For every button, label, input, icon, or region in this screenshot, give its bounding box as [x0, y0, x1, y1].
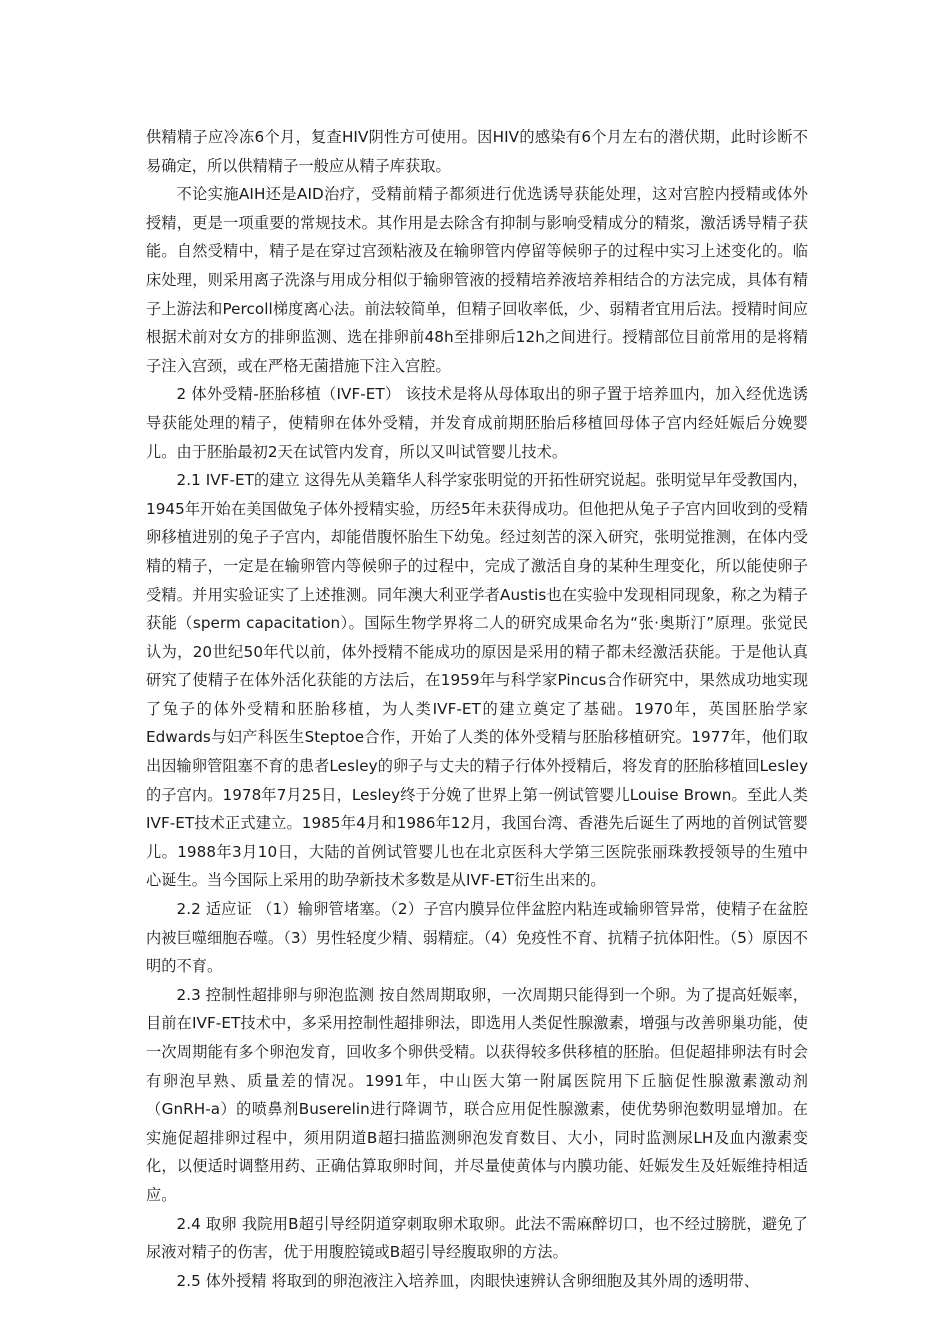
paragraph-8: 2.5 体外授精 将取到的卵泡液注入培养皿，肉眼快速辨认含卵细胞及其外周的透明带、 — [176, 1271, 760, 1290]
paragraph-5: 2.2 适应证 （1）输卵管堵塞。（2）子宫内膜异位伴盆腔内粘连或输卵管异常，使精子在盆腔内被巨噬细胞吞噬。（3）男性轻度少精、弱精症。（4）免疫性不育、抗精子抗体阳性。（5）原因不明的不育。 — [146, 900, 808, 976]
paragraph-7: 2.4 取卵 我院用B超引导经阴道穿刺取卵术取卵。此法不需麻醉切口，也不经过膀胱，避免了尿液对精子的伤害，优于用腹腔镜或B超引导经腹取卵的方法。 — [146, 1214, 808, 1262]
paragraph-6: 2.3 控制性超排卵与卵泡监测 按自然周期取卵，一次周期只能得到一个卵。为了提高妊娠率，目前在IVF-ET技术中，多采用控制性超排卵法，即选用人类促性腺激素，增强与改善卵巢功能，使一次周期能有多个卵泡发育，回收多个卵供受精。以获得较多供移植的胚胎。但促超排卵法有时会有卵泡早熟、质量差的情况。1991年，中山医大第一附属医院用下丘脑促性腺激素激动剂（GnRH-a）的喷鼻剂Buserelin进行降调节，联合应用促性腺激素，使优势卵泡数明显增加。在实施促超排卵过程中，须用阴道B超扫描监测卵泡发育数目、大小，同时监测尿LH及血内激素变化，以便适时调整用药、正确估算取卵时间，并尽量使黄体与内膜功能、妊娠发生及妊娠维持相适应。 — [146, 985, 808, 1204]
paragraph-2: 不论实施AIH还是AID治疗，受精前精子都须进行优选诱导获能处理，这对宫腔内授精或体外授精，更是一项重要的常规技术。其作用是去除含有抑制与影响受精成分的精浆，激活诱导精子获能。自然受精中，精子是在穿过宫颈粘液及在输卵管内停留等候卵子的过程中实习上述变化的。临床处理，则采用离子洗涤与用成分相似于输卵管液的授精培养液培养相结合的方法完成，具体有精子上游法和Percoll梯度离心法。前法较简单，但精子回收率低，少、弱精者宜用后法。授精时间应根据术前对女方的排卵监测、选在排卵前48h至排卵后12h之间进行。授精部位目前常用的是将精子注入宫颈，或在严格无菌措施下注入宫腔。 — [146, 185, 808, 375]
paragraph-1: 供精精子应冷冻6个月，复查HIV阴性方可使用。因HIV的感染有6个月左右的潜伏期，此时诊断不易确定，所以供精精子一般应从精子库获取。 — [146, 128, 808, 175]
paragraph-3: 2 体外受精-胚胎移植（IVF-ET） 该技术是将从母体取出的卵子置于培养皿内，加入经优选诱导获能处理的精子，使精卵在体外受精，并发育成前期胚胎后移植回母体子宫内经妊娠后分娩婴儿。由于胚胎最初2天在试管内发育，所以又叫试管婴儿技术。 — [146, 385, 808, 461]
document-body — [146, 123, 808, 1295]
paragraph-4: 2.1 IVF-ET的建立 这得先从美籍华人科学家张明觉的开拓性研究说起。张明觉早年受教国内，1945年开始在美国做兔子体外授精实验，历经5年未获得成功。但他把从兔子子宫内回收到的受精卵移植进别的兔子子宫内，却能借腹怀胎生下幼兔。经过刻苦的深入研究，张明觉推测，在体内受精的精子，一定是在输卵管内等候卵子的过程中，完成了激活自身的某种生理变化，所以能使卵子受精。并用实验证实了上述推测。同年澳大利亚学者Austis也在实验中发现相同现象，称之为精子获能（sperm capacitation）。国际生物学界将二人的研究成果命名为“张·奥斯汀”原理。张觉民认为，20世纪50年代以前，体外授精不能成功的原因是采用的精子都未经激活获能。于是他认真研究了使精子在体外活化获能的方法后，在1959年与科学家Pincus合作研究中，果然成功地实现了兔子的体外受精和胚胎移植，为人类IVF-ET的建立奠定了基础。1970年，英国胚胎学家Edwards与妇产科医生Steptoe合作，开始了人类的体外受精与胚胎移植研究。1977年，他们取出因输卵管阻塞不育的患者Lesley的卵子与丈夫的精子行体外授精后，将发育的胚胎移植回Lesley的子宫内。1978年7月25日，Lesley终于分娩了世界上第一例试管婴儿Louise Brown。至此人类IVF-ET技术正式建立。1985年4月和1986年12月，我国台湾、香港先后诞生了两地的首例试管婴儿。1988年3月10日，大陆的首例试管婴儿也在北京医科大学第三医院张丽珠教授领导的生殖中心诞生。当今国际上采用的助孕新技术多数是从IVF-ET衍生出来的。 — [146, 471, 808, 890]
